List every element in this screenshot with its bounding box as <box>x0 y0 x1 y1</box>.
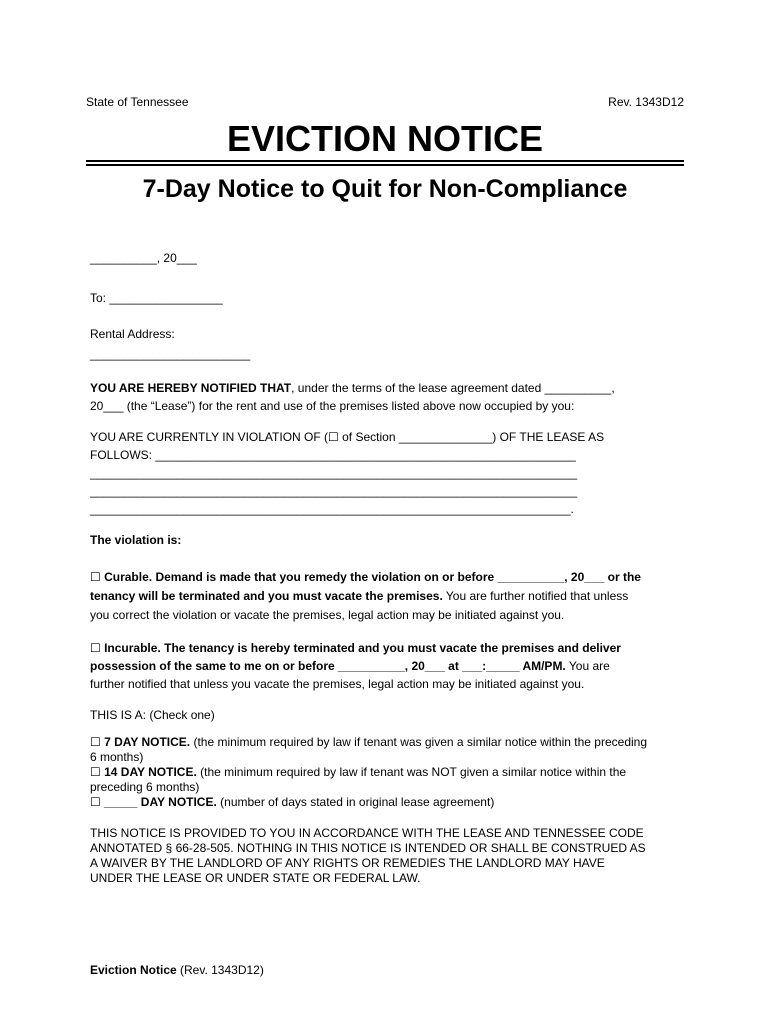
option-7-day-text-2: 6 months) <box>90 750 144 764</box>
incurable-text-2: You are <box>565 659 610 673</box>
state-label: State of Tennessee <box>86 95 189 109</box>
option-7-day-text: (the minimum required by law if tenant was given a similar notice within the preceding <box>190 735 648 749</box>
title-rule-top <box>86 160 684 162</box>
notified-paragraph <box>90 379 682 415</box>
curable-paragraph <box>90 568 682 625</box>
title-rule-bottom <box>86 164 684 166</box>
notice-options <box>90 735 682 810</box>
legal-paragraph <box>90 826 682 886</box>
to-line: To: _________________ <box>90 291 223 305</box>
option-7-day-bold: ☐ 7 DAY NOTICE. <box>90 735 191 749</box>
option-14-day-text-2: preceding 6 months) <box>90 780 200 794</box>
legal-line-1: THIS NOTICE IS PROVIDED TO YOU IN ACCORDANCE WITH THE LEASE AND TENNESSEE CODE <box>90 826 644 840</box>
option-14-day-bold: ☐ 14 DAY NOTICE. <box>90 765 197 779</box>
violation-line-1: YOU ARE CURRENTLY IN VIOLATION OF (☐ of Section ______________) OF THE LEASE AS <box>90 430 605 444</box>
notified-text-1: , under the terms of the lease agreement dated __________, <box>291 381 615 395</box>
document-title: EVICTION NOTICE <box>226 118 544 159</box>
option-custom-day-bold: ☐ _____ DAY NOTICE. <box>90 795 217 809</box>
notified-text-2: 20___ (the “Lease”) for the rent and use of the premises listed above now occupied by you: <box>90 399 575 413</box>
notified-bold: YOU ARE HEREBY NOTIFIED THAT <box>90 381 292 395</box>
violation-line-5: ________________________________________________________________________. <box>90 502 574 516</box>
curable-line-3: you correct the violation or vacate the premises, legal action may be initiated against you. <box>90 608 565 622</box>
footer <box>90 963 264 977</box>
revision-label: Rev. 1343D12 <box>608 95 684 109</box>
violation-line-2: FOLLOWS: _______________________________________________________________ <box>90 448 576 462</box>
violation-line-4: _________________________________________________________________________ <box>90 484 578 498</box>
option-14-day-text: (the minimum required by law if tenant was NOT given a similar notice within the <box>196 765 627 779</box>
curable-bold-2: tenancy will be terminated and you must vacate the premises. <box>90 589 443 603</box>
option-custom-day[interactable] <box>90 795 682 810</box>
violation-of-paragraph <box>90 428 682 518</box>
option-14-day[interactable] <box>90 765 682 780</box>
date-line: __________, 20___ <box>90 251 197 265</box>
violation-is-heading: The violation is: <box>90 533 182 547</box>
curable-line-1: ☐ Curable. Demand is made that you remedy the violation on or before __________, 20___ or the <box>90 570 641 584</box>
footer-rev: (Rev. 1343D12) <box>176 963 264 977</box>
incurable-line-3: further notified that unless you vacate the premises, legal action may be initiated against you. <box>90 677 585 691</box>
option-custom-day-text: (number of days stated in original lease agreement) <box>216 795 495 809</box>
incurable-line-1: ☐ Incurable. The tenancy is hereby terminated and you must vacate the premises and deliver <box>90 641 621 655</box>
this-is-a-label: THIS IS A: (Check one) <box>90 708 215 722</box>
legal-line-2: ANNOTATED § 66-28-505. NOTHING IN THIS NOTICE IS INTENDED OR SHALL BE CONSTRUED AS <box>90 841 646 855</box>
rental-address-label: Rental Address: <box>90 327 175 341</box>
incurable-bold-2: possession of the same to me on or before __________, 20___ at ___:_____ AM/PM. <box>90 659 566 673</box>
option-7-day[interactable] <box>90 735 682 750</box>
document-subtitle: 7-Day Notice to Quit for Non-Compliance <box>142 175 628 203</box>
legal-line-3: A WAIVER BY THE LANDLORD OF ANY RIGHTS OR REMEDIES THE LANDLORD MAY HAVE <box>90 856 605 870</box>
rental-address-blank: ________________________ <box>90 347 251 361</box>
legal-line-4: UNDER THE LEASE OR UNDER STATE OR FEDERAL LAW. <box>90 871 421 885</box>
footer-title: Eviction Notice <box>90 963 177 977</box>
curable-text-2: You are further notified that unless <box>442 589 629 603</box>
violation-line-3: _________________________________________________________________________ <box>90 466 578 480</box>
incurable-paragraph <box>90 639 682 693</box>
